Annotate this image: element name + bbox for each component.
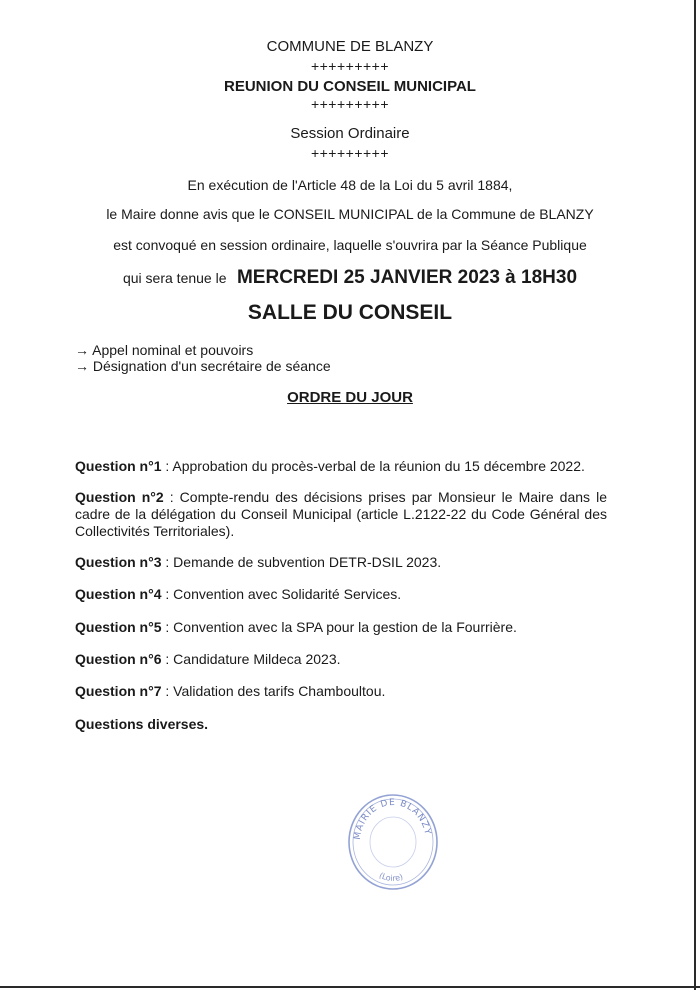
question-label: Question n°4 (75, 586, 162, 602)
agenda-question (75, 683, 607, 700)
agenda-title: ORDRE DU JOUR (287, 389, 413, 406)
agenda-question (75, 489, 607, 540)
session-type: Session Ordinaire (290, 125, 410, 142)
misc-questions: Questions diverses. (75, 716, 209, 732)
question-label: Question n°7 (75, 683, 162, 699)
question-label: Question n°1 (75, 458, 162, 474)
preliminary-item: → Désignation d'un secrétaire de séance (75, 358, 331, 374)
question-label: Question n°5 (75, 619, 162, 635)
agenda-question (75, 554, 607, 571)
question-text: : Compte-rendu des décisions prises par Monsieur le Maire dans le cadre de la délégation du Conseil Municipal (article L.2122-22 du Code Général des Collectivités Territoriales). (75, 489, 607, 539)
question-text: : Validation des tarifs Chamboultou. (161, 683, 386, 699)
date-prefix: qui sera tenue le (122, 270, 227, 286)
scan-edge-bottom (0, 986, 700, 988)
meeting-date-time: MERCREDI 25 JANVIER 2023 à 18H30 (236, 267, 578, 288)
preliminary-item: → Appel nominal et pouvoirs (75, 342, 254, 358)
scan-edge-right (694, 0, 696, 990)
question-label: Question n°3 (75, 554, 162, 570)
agenda-question (75, 458, 607, 475)
official-seal-stamp (346, 790, 440, 890)
question-label: Question n°2 (75, 489, 164, 505)
agenda-question (75, 651, 607, 668)
seal-text-top: MAIRIE DE BLANZY (352, 797, 433, 841)
question-text: : Candidature Mildeca 2023. (161, 651, 341, 667)
meeting-date-line (0, 267, 700, 289)
question-text: : Convention avec Solidarité Services. (161, 586, 402, 602)
notice-line-1: En exécution de l'Article 48 de la Loi du 5 avril 1884, (187, 177, 513, 193)
question-text: : Demande de subvention DETR-DSIL 2023. (161, 554, 442, 570)
question-label: Question n°6 (75, 651, 162, 667)
agenda-question (75, 586, 607, 603)
separator: +++++++++ (310, 145, 390, 161)
meeting-title: REUNION DU CONSEIL MUNICIPAL (224, 78, 476, 95)
separator: +++++++++ (310, 58, 390, 74)
notice-line-2: le Maire donne avis que le CONSEIL MUNICIPAL de la Commune de BLANZY (106, 206, 594, 222)
question-text: : Convention avec la SPA pour la gestion de la Fourrière. (161, 619, 517, 635)
separator: +++++++++ (310, 96, 390, 112)
svg-text:(Loire) (378, 871, 404, 883)
notice-line-3: est convoqué en session ordinaire, laquelle s'ouvrira par la Séance Publique (113, 237, 587, 253)
seal-text-bottom: (Loire) (377, 870, 405, 883)
commune-name: COMMUNE DE BLANZY (266, 38, 434, 55)
question-text: : Approbation du procès-verbal de la réunion du 15 décembre 2022. (161, 458, 585, 474)
meeting-location: SALLE DU CONSEIL (247, 301, 453, 324)
agenda-question (75, 619, 607, 636)
